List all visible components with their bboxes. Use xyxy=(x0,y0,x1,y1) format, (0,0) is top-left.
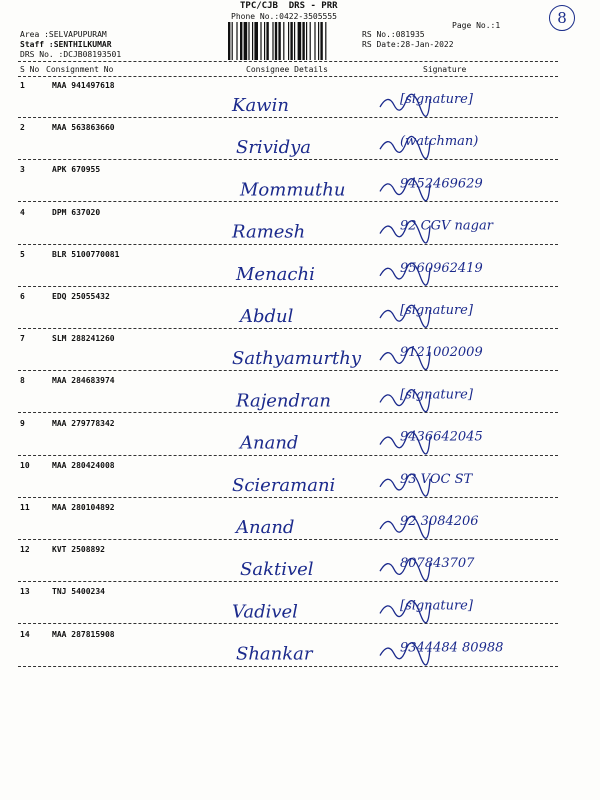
consignee-name: Saktivel xyxy=(240,559,314,581)
consignment-number: SLM 288241260 xyxy=(52,334,115,344)
staff-label: Staff :SENTHILKUMAR xyxy=(20,40,112,49)
signature: 9121002009 xyxy=(400,345,483,361)
phone-number: Phone No.:0422-3505555 xyxy=(231,12,337,21)
signature: 807843707 xyxy=(400,556,475,572)
signature: 9344484 80988 xyxy=(400,640,504,656)
row-number: 8 xyxy=(20,376,25,386)
signature: [signature] xyxy=(400,92,473,107)
consignment-number: DPM 637020 xyxy=(52,207,101,217)
consignee-name: Menachi xyxy=(236,263,315,285)
row-number: 9 xyxy=(20,418,25,428)
row-number: 5 xyxy=(20,249,25,259)
consignment-number: MAA 280424008 xyxy=(52,460,115,470)
consignment-number: MAA 284683974 xyxy=(52,376,115,386)
consignee-name: Ramesh xyxy=(232,221,306,243)
circled-page-mark: 8 xyxy=(549,5,575,31)
consignee-name: Abdul xyxy=(240,306,294,327)
row-number: 14 xyxy=(20,629,30,639)
signature: 92 CGV nagar xyxy=(400,218,493,234)
col-signature: Signature xyxy=(423,65,467,74)
row-number: 13 xyxy=(20,587,30,597)
consignee-name: Sathyamurthy xyxy=(232,348,362,370)
row-number: 7 xyxy=(20,334,25,344)
row-number: 1 xyxy=(20,81,25,90)
consignee-name: Srividya xyxy=(236,137,312,159)
consignment-number: TNJ 5400234 xyxy=(52,587,105,597)
consignee-name: Scieramani xyxy=(232,474,336,496)
signature: 92 3084206 xyxy=(400,514,479,529)
consignee-name: Kawin xyxy=(232,95,289,116)
consignment-number: MAA 563863660 xyxy=(52,123,115,133)
drs-number: DRS No. :DCJB08193501 xyxy=(20,50,122,59)
consignment-number: BLR 5100770081 xyxy=(52,249,120,259)
consignee-name: Vadivel xyxy=(232,601,298,623)
col-sno: S No xyxy=(20,65,40,74)
sheet-title: TPC/CJB DRS - PRR xyxy=(240,1,338,11)
signature: [signature] xyxy=(400,598,473,614)
page-number: Page No.:1 xyxy=(452,21,501,30)
row-number: 10 xyxy=(20,460,30,470)
row-number: 4 xyxy=(20,207,25,217)
consignment-number: MAA 280104892 xyxy=(52,503,115,512)
row-number: 11 xyxy=(20,503,30,512)
row-number: 3 xyxy=(20,165,25,175)
signature: [signature] xyxy=(400,387,473,403)
signature: 93 VOC ST xyxy=(400,471,473,487)
signature: (watchman) xyxy=(400,134,479,150)
consignment-number: MAA 941497618 xyxy=(52,81,115,90)
rs-number: RS No.:081935 xyxy=(362,30,425,39)
rs-date: RS Date:28-Jan-2022 xyxy=(362,40,454,49)
consignee-name: Anand xyxy=(240,432,299,454)
row-number: 2 xyxy=(20,123,25,133)
col-consignment: Consignment No xyxy=(46,65,114,74)
col-consignee: Consignee Details xyxy=(246,65,328,74)
signature: 9452469629 xyxy=(400,176,483,192)
consignee-name: Anand xyxy=(236,517,295,538)
consignee-name: Shankar xyxy=(236,643,313,665)
signature: [signature] xyxy=(400,303,473,318)
consignment-number: KVT 2508892 xyxy=(52,545,105,555)
consignment-number: EDQ 25055432 xyxy=(52,292,110,301)
consignment-number: APK 670955 xyxy=(52,165,101,175)
consignment-number: MAA 287815908 xyxy=(52,629,115,639)
area-label: Area :SELVAPUPURAM xyxy=(20,30,107,39)
consignment-number: MAA 279778342 xyxy=(52,418,115,428)
signature: 9560962419 xyxy=(400,260,483,276)
signature: 9436642045 xyxy=(400,429,483,445)
row-number: 6 xyxy=(20,292,25,301)
consignee-name: Rajendran xyxy=(236,390,331,412)
row-number: 12 xyxy=(20,545,30,555)
consignee-name: Mommuthu xyxy=(240,179,346,201)
